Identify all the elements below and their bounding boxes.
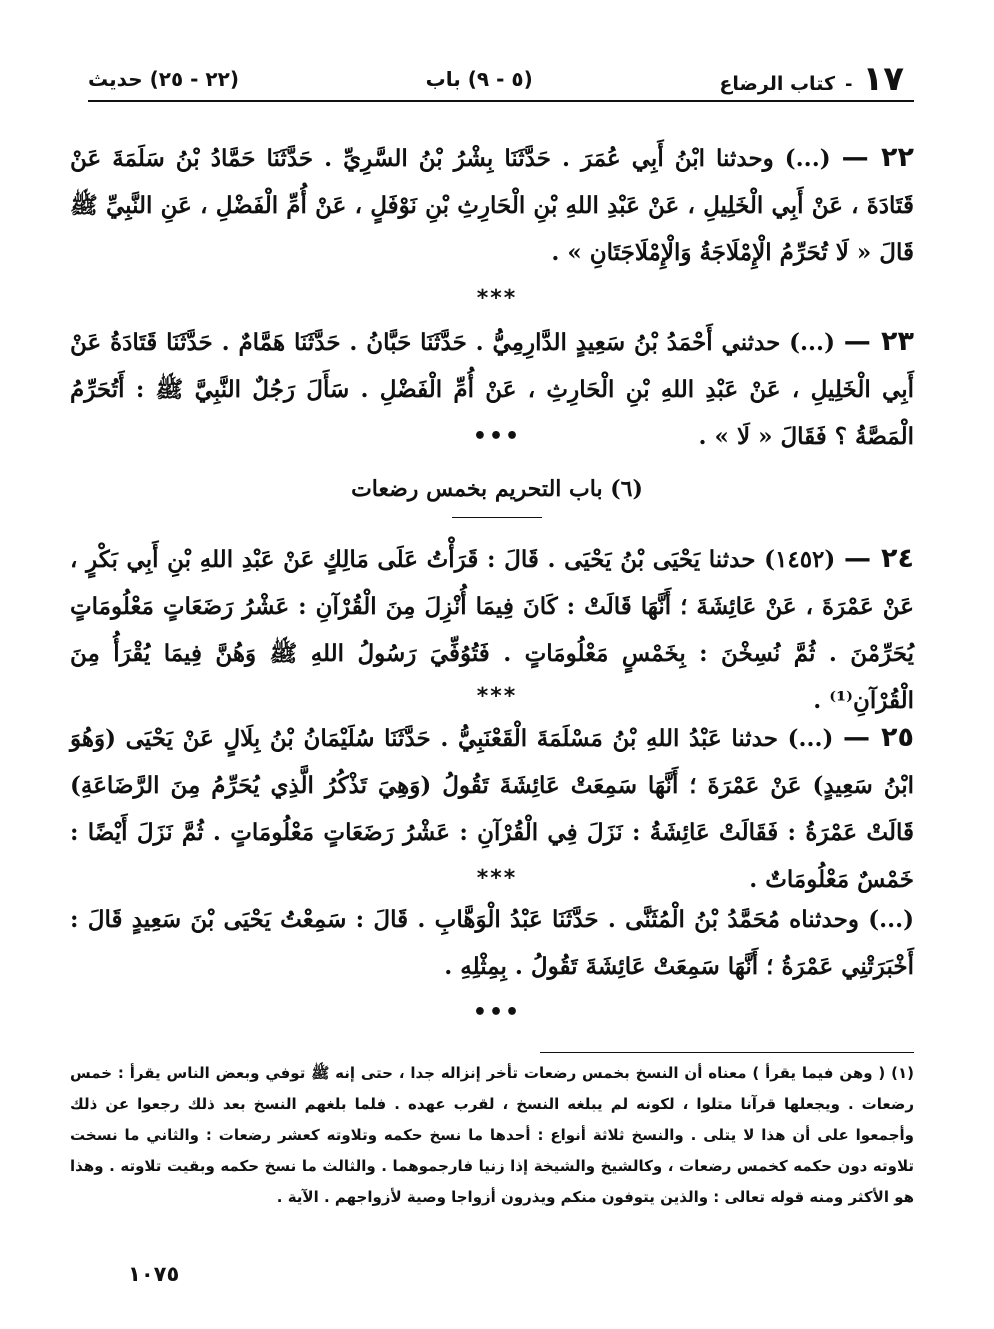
section-end-mark: •••: [472, 424, 522, 449]
hadith-text: (...) حدثنا عَبْدُ اللهِ بْنُ مَسْلَمَةَ الْقَعْنَبِيُّ . حَدَّثَنَا سُلَيْمَانُ بْنُ بِلَالٍ عَنْ يَحْيَى (وَهُوَ ابْنُ سَعِيدٍ) عَنْ عَمْرَةَ ؛ أَنَّهَا سَمِعَتْ عَائِشَةَ تَقُولُ (وَهِيَ تَذْكُرُ الَّذِي يُحَرِّمُ مِنَ الرَّضَاعَةِ) قَالَتْ عَمْرَةُ : فَقَالَتْ عَائِشَةُ : نَزَلَ فِي الْقُرْآنِ : عَشْرُ رَضَعَاتٍ مَعْلُومَاتٍ . ثُمَّ نَزَلَ أَيْضًا : خَمْسٌ مَعْلُومَاتٌ .: [70, 725, 914, 893]
hadith-number: ٢٥ —: [843, 722, 914, 753]
footnote-rule: [540, 1052, 914, 1053]
hadith-text: (١٤٥٢) حدثنا يَحْيَى بْنُ يَحْيَى . قَالَ : قَرَأْتُ عَلَى مَالِكٍ عَنْ عَبْدِ اللهِ بْنِ أَبِي بَكْرٍ ، عَنْ عَمْرَةَ ، عَنْ عَائِشَةَ ؛ أَنَّهَا قَالَتْ : كَانَ فِيمَا أُنْزِلَ مِنَ الْقُرْآنِ : عَشْرُ رَضَعَاتٍ مَعْلُومَاتٍ يُحَرِّمْنَ . ثُمَّ نُسِخْنَ : بِخَمْسٍ مَعْلُومَاتٍ . فَتُوُفِّيَ رَسُولُ اللهِ ﷺ وَهُنَّ فِيمَا يُقْرَأُ مِنَ الْقُرْآنِ⁽¹⁾ .: [70, 546, 914, 714]
header-page-number: ١٧: [862, 59, 904, 99]
header-chapter-ref: (٥ - ٩) باب: [425, 67, 533, 91]
header-rule: [88, 100, 914, 102]
separator-stars: ***: [476, 684, 518, 709]
hadith-number: ٢٤ —: [843, 543, 914, 574]
header-book: [719, 59, 904, 99]
header-book-title: كتاب الرضاع: [719, 73, 835, 95]
header-separator: -: [845, 74, 853, 95]
hadith-text: (...) وحدثناه مُحَمَّدُ بْنُ الْمُثَنَّى . حَدَّثَنَا عَبْدُ الْوَهَّابِ . قَالَ : سَمِعْتُ يَحْيَى بْنَ سَعِيدٍ قَالَ : أَخْبَرَتْنِي عَمْرَةُ ؛ أَنَّهَا سَمِعَتْ عَائِشَةَ تَقُولُ . بِمِثْلِهِ .: [70, 906, 914, 980]
separator-stars: ***: [476, 866, 518, 891]
hadith-22: [70, 134, 914, 276]
section-end-mark: •••: [472, 1000, 522, 1025]
hadith-text: (...) حدثني أَحْمَدُ بْنُ سَعِيدٍ الدَّارِمِيُّ . حَدَّثَنَا حَبَّانُ . حَدَّثَنَا هَمَّامٌ . حَدَّثَنَا قَتَادَةُ عَنْ أَبِي الْخَلِيلِ ، عَنْ عَبْدِ اللهِ بْنِ الْحَارِثِ ، عَنْ أُمِّ الْفَضْلِ . سَأَلَ رَجُلٌ النَّبِيَّ ﷺ : أَتُحَرِّمُ الْمَصَّةُ ؟ فَقَالَ « لَا » .: [70, 329, 914, 450]
running-header: [88, 58, 904, 100]
chapter-rule: [452, 517, 542, 518]
footnote: (١) ( وهن فيما يقرأ ) معناه أن النسخ بخمس رضعات تأخر إنزاله جدا ، حتى إنه ﷺ توفي وبعض الناس يقرأ : خمس رضعات . ويجعلها قرآنا متلوا ، لكونه لم يبلغه النسخ ، لقرب عهده . فلما بلغهم النسخ بعد ذلك رجعوا عن ذلك وأجمعوا على أن هذا لا يتلى . والنسخ ثلاثة أنواع : أحدها ما نسخ حكمه وتلاوته كعشر رضعات : والثاني ما نسخت تلاوته دون حكمه كخمس رضعات ، وكالشيخ والشيخة إذا زنيا فارجموهما . والثالث ما نسخ حكمه وبقيت تلاوته . وهذا هو الأكثر ومنه قوله تعالى : والذين يتوفون منكم ويذرون أزواجا وصية لأزواجهم . الآية .: [70, 1064, 914, 1206]
page-number: ١٠٧٥: [128, 1262, 180, 1286]
hadith-number: ٢٣ —: [843, 326, 914, 357]
chapter-heading: (٦) باب التحريم بخمس رضعات: [351, 476, 643, 502]
separator-stars: ***: [476, 286, 518, 311]
hadith-text: (...) وحدثنا ابْنُ أَبِي عُمَرَ . حَدَّثَنَا بِشْرُ بْنُ السَّرِيِّ . حَدَّثَنَا حَمَّادُ بْنُ سَلَمَةَ عَنْ قَتَادَةَ ، عَنْ أَبِي الْخَلِيلِ ، عَنْ عَبْدِ اللهِ بْنِ الْحَارِثِ بْنِ نَوْفَلٍ ، عَنْ أُمِّ الْفَضْلِ ، عَنِ النَّبِيِّ ﷺ قَالَ « لَا تُحَرِّمُ الْإِمْلَاجَةُ وَالْإِمْلَاجَتَانِ » .: [70, 145, 914, 266]
hadith-25-variant: [70, 896, 914, 990]
hadith-number: ٢٢ —: [841, 142, 914, 173]
header-hadith-ref: (٢٢ - ٢٥) حديث: [88, 67, 239, 91]
